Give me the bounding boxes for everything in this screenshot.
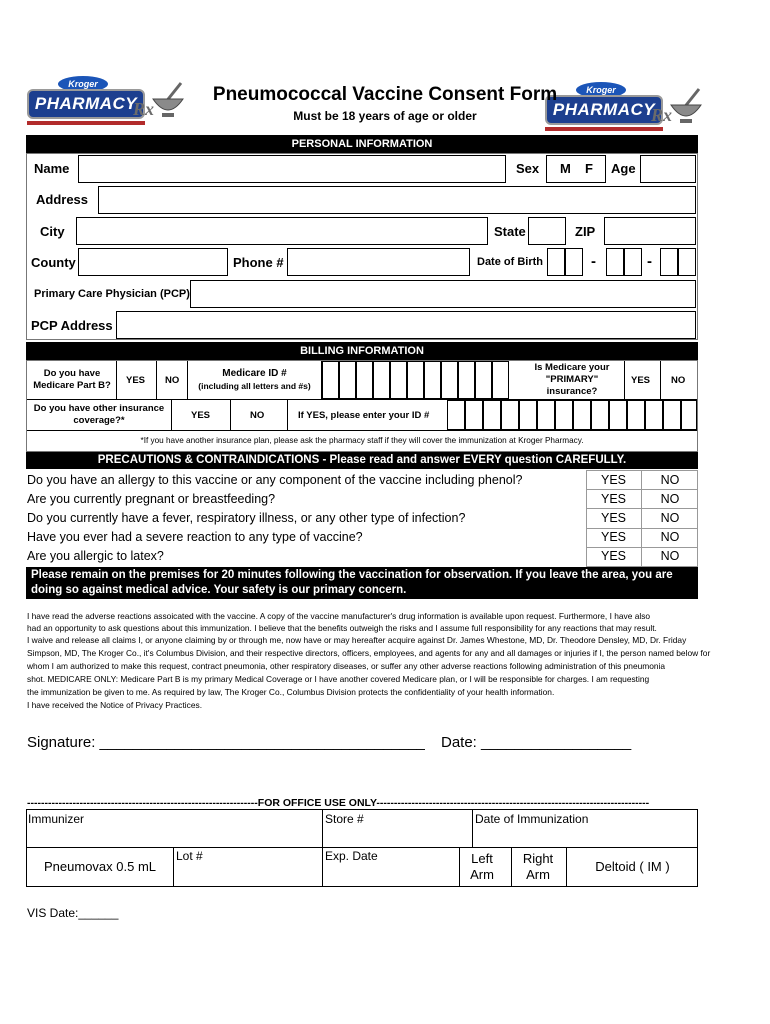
answer-row-line-1 — [586, 489, 698, 490]
q3-yes[interactable]: YES — [600, 511, 626, 525]
medicare-id-digit-4[interactable] — [373, 361, 390, 399]
ins-id-digit-12[interactable] — [645, 400, 663, 430]
medicare-id-digit-10[interactable] — [475, 361, 492, 399]
ins-id-digit-13[interactable] — [663, 400, 681, 430]
rx-logo-text: Rx — [651, 105, 673, 125]
ins-id-digit-2[interactable] — [465, 400, 483, 430]
phone-field[interactable] — [287, 248, 470, 276]
precautions-header: PRECAUTIONS & CONTRAINDICATIONS - Please read and answer EVERY question CAREFULLY. — [26, 452, 698, 469]
age-label: Age — [611, 161, 636, 176]
personal-info-header: PERSONAL INFORMATION — [26, 135, 698, 153]
medicare-id-digit-2[interactable] — [339, 361, 356, 399]
ins-id-digit-8[interactable] — [573, 400, 591, 430]
pharmacy-logo-text: PHARMACY — [545, 95, 663, 125]
deltoid-option[interactable]: Deltoid ( IM ) — [595, 859, 670, 874]
question-latex: Are you allergic to latex? — [27, 549, 164, 563]
consent-line-5: whom I am authorized to make this request, contract pneumonia, other respiratory diseases, or suffer any other adverse reactions following administration of this pneumonia — [27, 661, 666, 671]
ins-id-digit-9[interactable] — [591, 400, 609, 430]
medicare-id-digit-9[interactable] — [458, 361, 475, 399]
consent-line-6: shot. MEDICARE ONLY: Medicare Part B is my primary Medical Coverage or I have another covered Medicare plan, or I will be responsible for charges. I am requesting — [27, 674, 650, 684]
vis-date-line[interactable]: VIS Date:______ — [27, 906, 119, 920]
form-title: Pneumococcal Vaccine Consent Form — [212, 84, 558, 105]
medicare-primary-question: Is Medicare your "PRIMARY" insurance? — [534, 362, 610, 397]
dob-digit-6[interactable] — [678, 248, 696, 276]
consent-line-1: I have read the adverse reactions assoicated with the vaccine. A copy of the vaccine manufacturer's drug information is available upon request. Furthermore, I have also — [27, 611, 651, 621]
office-col-left-arm — [459, 847, 460, 887]
city-label: City — [40, 224, 65, 239]
dob-dash-2: - — [647, 253, 652, 270]
medicare-id-label-box — [187, 361, 322, 399]
office-col-date — [472, 809, 473, 848]
zip-field[interactable] — [604, 217, 696, 245]
dob-digit-1[interactable] — [547, 248, 565, 276]
office-row-divider — [26, 847, 698, 848]
ins-id-digit-4[interactable] — [501, 400, 519, 430]
question-fever: Do you currently have a fever, respiratory illness, or any other type of infection? — [27, 511, 466, 525]
answer-row-line-2 — [586, 508, 698, 509]
q1-no[interactable]: NO — [660, 473, 680, 487]
q2-no[interactable]: NO — [660, 492, 680, 506]
pcp-field[interactable] — [190, 280, 696, 308]
office-use-header: ------------------------------------------------------------------FOR OFFICE USE ONLY------------------------------------------------------------------------------ — [27, 797, 650, 809]
rx-logo-text: Rx — [133, 99, 155, 119]
dob-label: Date of Birth — [477, 256, 543, 268]
medicare-id-digit-7[interactable] — [424, 361, 441, 399]
medicare-b-yes-divider — [156, 361, 157, 399]
date-of-immunization-label: Date of Immunization — [475, 812, 589, 826]
ins-id-digit-5[interactable] — [519, 400, 537, 430]
city-field[interactable] — [76, 217, 488, 245]
consent-line-3: I waive and release all claims I, or anyone claiming by or through me, now have or may hereafter acquire against Dr. James Whestone, MD, Dr. Theodore Densley, MD, Dr. Friday — [27, 635, 687, 645]
consent-line-2: had an opportunity to ask questions about this immunization. I believe that the benefits outweigh the risks and I assume full responsibility for any reactions that may result. — [27, 623, 657, 633]
other-insurance-no[interactable]: NO — [250, 410, 265, 421]
dob-digit-5[interactable] — [660, 248, 678, 276]
office-col-lot — [173, 847, 174, 887]
medicare-id-digit-1[interactable] — [322, 361, 339, 399]
sex-options[interactable] — [546, 155, 606, 183]
pcp-label: Primary Care Physician (PCP) — [34, 288, 190, 300]
medicare-id-digit-11[interactable] — [492, 361, 509, 399]
ins-id-digit-3[interactable] — [483, 400, 501, 430]
signature-line[interactable]: Signature: _______________________________________ — [27, 734, 425, 751]
q4-no[interactable]: NO — [660, 530, 680, 544]
medicare-primary-yes[interactable]: YES — [631, 375, 651, 386]
left-arm-option[interactable]: Left Arm — [470, 851, 494, 882]
ins-id-digit-11[interactable] — [627, 400, 645, 430]
other-ins-divider-2 — [230, 400, 231, 430]
question-severe-reaction: Have you ever had a severe reaction to any type of vaccine? — [27, 530, 363, 544]
medicare-primary-no[interactable]: NO — [671, 375, 686, 386]
state-label: State — [494, 224, 526, 239]
zip-label: ZIP — [575, 224, 596, 239]
footnote-row-line — [27, 430, 697, 431]
q5-no[interactable]: NO — [660, 549, 680, 563]
answer-row-line-3 — [586, 528, 698, 529]
q4-yes[interactable]: YES — [600, 530, 626, 544]
ins-id-digit-14[interactable] — [681, 400, 697, 430]
sex-m-option[interactable]: M — [560, 161, 571, 176]
observation-notice: Please remain on the premises for 20 minutes following the vaccination for observation. If you leave the area, you are doing so against medical advice. Your safety is our primary concern. — [26, 567, 698, 599]
logo-red-stripe — [545, 127, 663, 131]
medicare-id-digit-6[interactable] — [407, 361, 424, 399]
question-allergy-vaccine: Do you have an allergy to this vaccine or any component of the vaccine including phenol? — [27, 473, 523, 487]
dob-dash-1: - — [591, 253, 596, 270]
name-label: Name — [34, 161, 70, 176]
sex-f-option[interactable]: F — [585, 161, 593, 176]
billing-info-header: BILLING INFORMATION — [26, 342, 698, 360]
medicare-id-note: (including all letters and #s) — [198, 381, 311, 391]
insurance-footnote: *If you have another insurance plan, please ask the pharmacy staff if they will cover the immunization at Kroger Pharmacy. — [140, 436, 584, 445]
medicare-id-digit-8[interactable] — [441, 361, 458, 399]
vaccine-product: Pneumovax 0.5 mL — [44, 859, 157, 874]
pcp-address-field[interactable] — [116, 311, 696, 339]
lot-label: Lot # — [176, 849, 203, 863]
kroger-logo-text: Kroger — [575, 81, 627, 99]
right-arm-option[interactable]: Right Arm — [522, 851, 554, 882]
dob-digit-2[interactable] — [565, 248, 583, 276]
office-col-store — [322, 809, 323, 887]
state-field[interactable] — [528, 217, 566, 245]
question-pregnant: Are you currently pregnant or breastfeeding? — [27, 492, 276, 506]
ins-id-digit-6[interactable] — [537, 400, 555, 430]
q3-no[interactable]: NO — [660, 511, 680, 525]
kroger-logo-text: Kroger — [57, 75, 109, 93]
phone-label: Phone # — [233, 255, 284, 270]
office-col-right-arm — [511, 847, 512, 887]
ins-id-digit-10[interactable] — [609, 400, 627, 430]
q5-yes[interactable]: YES — [600, 549, 626, 563]
exp-date-label: Exp. Date — [325, 849, 378, 863]
answer-row-line-4 — [586, 547, 698, 548]
medicare-id-digit-5[interactable] — [390, 361, 407, 399]
date-line[interactable]: Date: __________________ — [441, 734, 632, 751]
county-field[interactable] — [78, 248, 228, 276]
consent-line-7: the immunization be given to me. As required by law, The Kroger Co., Columbus Division protects the confidentiality of your health information. — [27, 687, 555, 697]
dob-digit-3[interactable] — [606, 248, 624, 276]
pcp-address-label: PCP Address — [31, 318, 113, 333]
pharmacy-logo-text: PHARMACY — [27, 89, 145, 119]
other-ins-divider-1 — [171, 400, 172, 430]
address-field[interactable] — [98, 186, 696, 214]
medicare-id-label: Medicare ID # — [222, 368, 287, 379]
medicare-b-question-text: Do you have Medicare Part B? — [33, 368, 111, 391]
medicare-b-no[interactable]: NO — [165, 375, 180, 386]
insurance-id-prompt: If YES, please enter your ID # — [298, 410, 430, 421]
ins-id-digit-1[interactable] — [447, 400, 465, 430]
name-field[interactable] — [78, 155, 506, 183]
dob-digit-4[interactable] — [624, 248, 642, 276]
other-insurance-yes[interactable]: YES — [191, 410, 211, 421]
primary-divider-2 — [660, 361, 661, 399]
ins-id-digit-7[interactable] — [555, 400, 573, 430]
store-label: Store # — [325, 812, 364, 826]
address-label: Address — [36, 192, 89, 207]
age-field[interactable] — [640, 155, 696, 183]
primary-divider — [624, 361, 625, 399]
other-insurance-question: Do you have other insurance coverage?* — [33, 403, 165, 426]
medicare-id-digit-3[interactable] — [356, 361, 373, 399]
consent-line-4: Simpson, MD, The Kroger Co., it's Columbus Division, and their respective directors, officers, employees, and agents for any and all damages or injuries if I, the person named below for — [27, 648, 711, 658]
other-ins-divider-3 — [287, 400, 288, 430]
q1-yes[interactable]: YES — [600, 473, 626, 487]
medicare-b-yes[interactable]: YES — [126, 375, 146, 386]
county-label: County — [31, 255, 76, 270]
consent-line-8: I have received the Notice of Privacy Practices. — [27, 700, 203, 710]
q2-yes[interactable]: YES — [600, 492, 626, 506]
sex-label: Sex — [516, 161, 540, 176]
immunizer-label: Immunizer — [28, 812, 85, 826]
form-subtitle: Must be 18 years of age or older — [293, 109, 477, 123]
